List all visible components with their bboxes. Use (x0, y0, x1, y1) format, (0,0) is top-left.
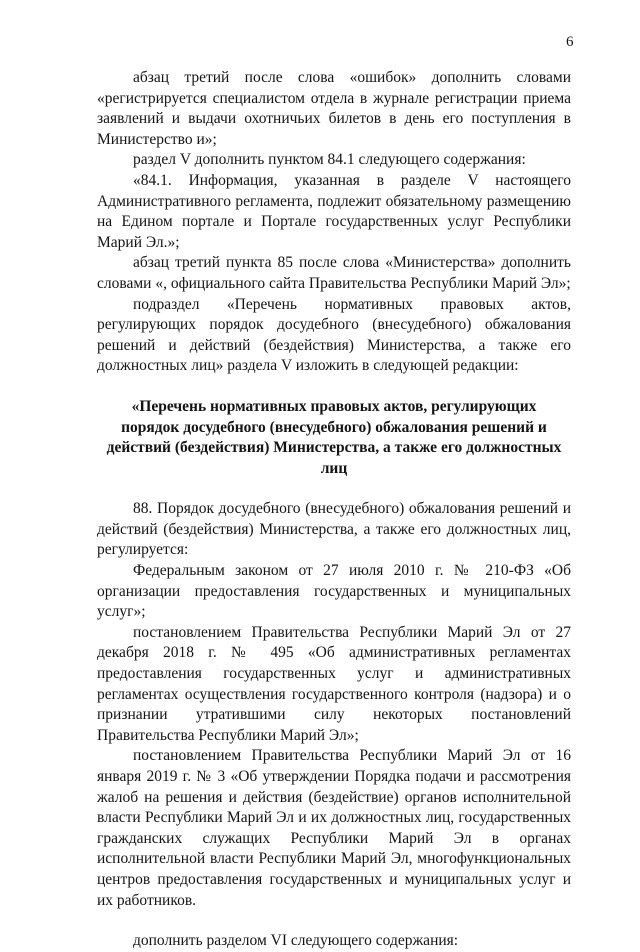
section-heading: «Перечень нормативных правовых актов, регулирующих порядок досудебного (внесудебного) обжалования решений и действий (бездействия) Министерства, а также его должностных лиц (106, 397, 562, 477)
paragraph-federal-law: Федеральным законом от 27 июля 2010 г. № 210-ФЗ «Об организации предоставления государственных и муниципальных услуг»; (97, 562, 571, 621)
document-body (97, 68, 571, 952)
paragraph-add-section-vi: дополнить разделом VI следующего содержания: (133, 932, 459, 950)
paragraph-decree-495: постановлением Правительства Республики Марий Эл от 27 декабря 2018 г. № 495 «Об административных регламентах предоставления государственных услуг и административных регламентах осуществления государственного контроля (надзора) и о признании утратившими силу некоторых постановлений Правительства Республики Марий Эл»; (97, 623, 571, 744)
paragraph-84-1: «84.1. Информация, указанная в разделе V настоящего Административного регламента, подлежит обязательному размещению на Едином портале и Портале государственных услуг Республики Марий Эл.»; (97, 171, 571, 251)
paragraph-subsection-replace: подраздел «Перечень нормативных правовых актов, регулирующих порядок досудебного (внесудебного) обжалования решений и действий (бездействия) Министерства, а также его должностных лиц» раздела V изложить в следующей редакции: (97, 295, 571, 375)
paragraph-88: 88. Порядок досудебного (внесудебного) обжалования решений и действий (бездействия) Министерства, а также его должностных лиц, регулируется: (97, 500, 571, 559)
paragraph-decree-3: постановлением Правительства Республики Марий Эл от 16 января 2019 г. № 3 «Об утверждении Порядка подачи и рассмотрения жалоб на решения и действия (бездействие) органов исполнительной власти Республики Марий Эл и их должностных лиц, государственных гражданских служащих Республики Марий Эл в органах исполнительной власти Республики Марий Эл, многофункциональных центров предоставления государственных и муниципальных услуг и их работников. (97, 747, 571, 909)
page-number: 6 (566, 34, 574, 50)
paragraph-amend-third-abzac: абзац третий после слова «ошибок» дополнить словами «регистрируется специалистом отдела в журнале регистрации приема заявлений и выдачи охотничьих билетов в день его поступления в Министерство и»; (97, 69, 571, 148)
paragraph-section-v-add: раздел V дополнить пунктом 84.1 следующего содержания: (133, 151, 526, 169)
paragraph-85-amend: абзац третий пункта 85 после слова «Министерства» дополнить словами «, официального сайта Правительства Республики Марий Эл»; (97, 254, 571, 292)
